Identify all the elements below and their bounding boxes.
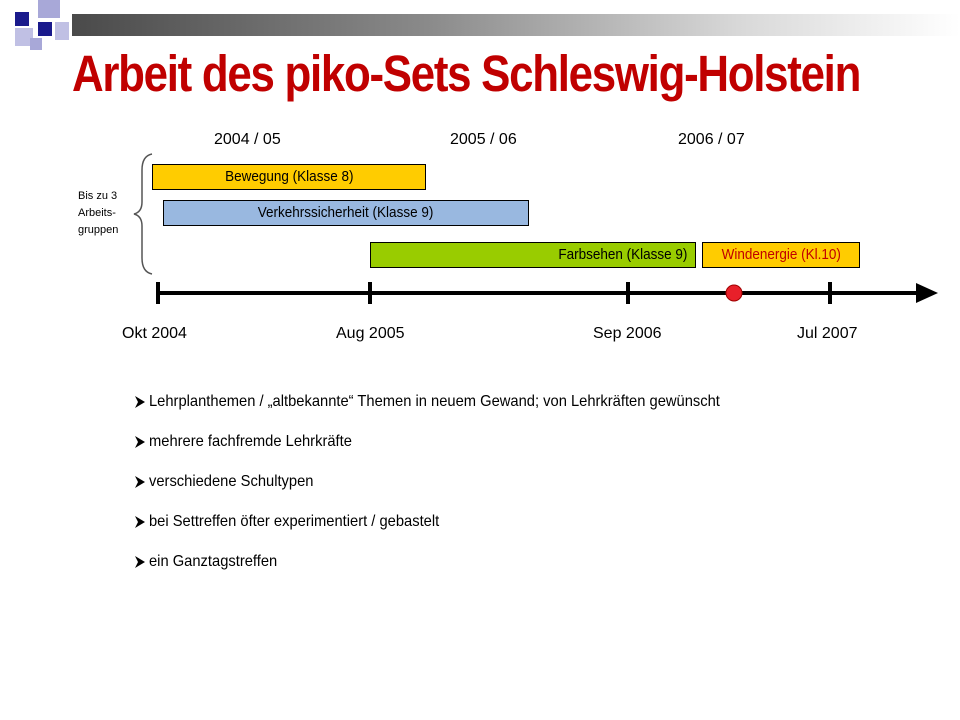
project-bar-windenergie (702, 242, 860, 268)
page-title: Arbeit des piko-Sets Schleswig-Holstein (72, 45, 861, 102)
project-bar-label: Bewegung (Klasse 8) (224, 168, 354, 185)
current-date-marker (726, 285, 742, 301)
groups-note-line: Arbeits- (78, 207, 116, 219)
bullet-list (133, 392, 770, 592)
project-bar-verkehrssicherheit (163, 200, 529, 226)
project-bar-label: Windenergie (Kl.10) (721, 246, 841, 263)
bullet-item (133, 552, 770, 592)
timeline (150, 276, 942, 312)
bullet-item (133, 512, 770, 552)
decor-square-dark-2 (38, 22, 52, 36)
timeline-date-label: Aug 2005 (336, 325, 405, 342)
timeline-date-label: Jul 2007 (797, 325, 858, 342)
timeline-date-label: Okt 2004 (122, 325, 187, 342)
groups-note (78, 188, 118, 239)
school-year-label: 2005 / 06 (450, 131, 517, 148)
arrowhead-bullet-icon (133, 392, 147, 412)
school-year-label: 2006 / 07 (678, 131, 745, 148)
timeline-date-label: Sep 2006 (593, 325, 662, 342)
bullet-item (133, 472, 770, 512)
arrowhead-bullet-icon (133, 472, 147, 492)
bullet-text: verschiedene Schultypen (149, 473, 314, 490)
bullet-text: bei Settreffen öfter experimentiert / gebastelt (149, 513, 440, 530)
timeline-arrowhead (916, 283, 938, 303)
bullet-text: ein Ganztagstreffen (149, 553, 278, 570)
bullet-text: mehrere fachfremde Lehrkräfte (149, 433, 352, 450)
school-year-label: 2004 / 05 (214, 131, 281, 148)
groups-note-line: gruppen (78, 224, 119, 236)
bullet-item (133, 392, 770, 432)
bullet-item (133, 432, 770, 472)
project-bar-label: Verkehrssicherheit (Klasse 9) (258, 204, 434, 221)
decor-square-dark-1 (15, 12, 29, 26)
header-gradient-line (72, 14, 960, 36)
arrowhead-bullet-icon (133, 432, 147, 452)
arrowhead-bullet-icon (133, 552, 147, 572)
decor-square-light-3 (55, 22, 69, 40)
decor-square-light-1 (38, 0, 60, 18)
bullet-text: Lehrplanthemen / „altbekannte“ Themen in neuem Gewand; von Lehrkräften gewünscht (149, 393, 720, 410)
groups-note-line: Bis zu 3 (78, 190, 118, 202)
arrowhead-bullet-icon (133, 512, 147, 532)
decor-square-light-4 (30, 38, 42, 50)
project-bar-label: Farbsehen (Klasse 9) (557, 246, 687, 263)
project-bar-farbsehen (370, 242, 696, 268)
project-bar-bewegung (152, 164, 426, 190)
